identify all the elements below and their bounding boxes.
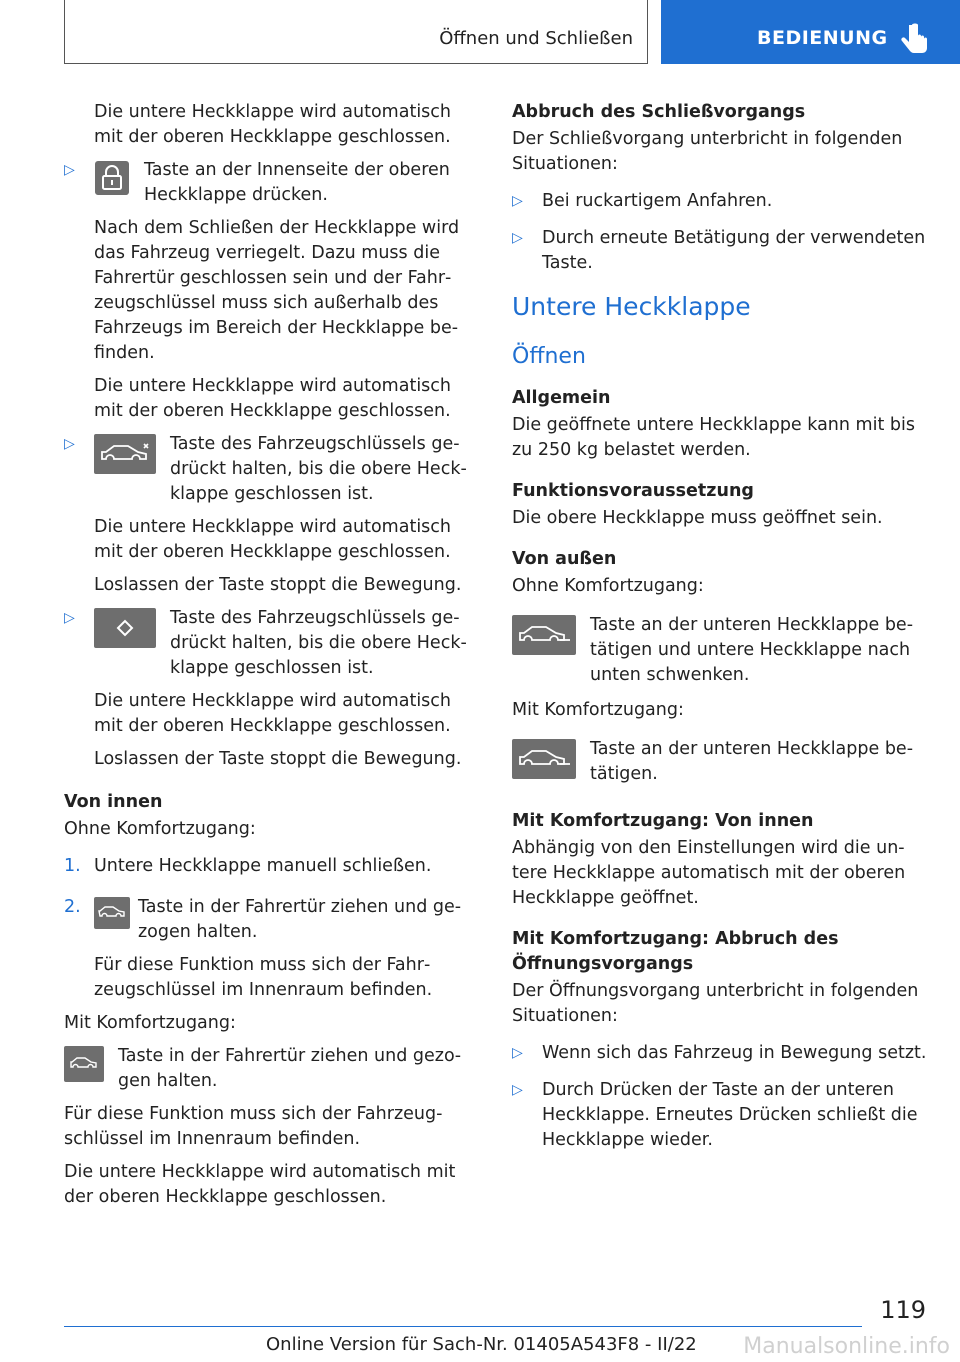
paragraph: Die untere Heckklappe wird automatisch mit der oberen Heckklappe geschlossen.: [94, 691, 452, 736]
list-item-text: Taste des Fahrzeugschlüssels gedrückt halten, bis die obere Heckklappe geschlossen ist.: [170, 608, 467, 678]
paragraph: Die untere Heckklappe wird automatisch mit der oberen Heckklappe geschlossen.: [64, 1162, 456, 1207]
bullet-icon: ▷: [64, 162, 75, 178]
paragraph: Der Schließvorgang unterbricht in folgenden Situationen:: [512, 129, 903, 174]
list-number: 2.: [64, 897, 81, 917]
list-item: [64, 432, 474, 507]
section-title: Untere Heckklappe: [512, 292, 751, 321]
list-item-text: Taste in der Fahrertür ziehen und gezogen halten.: [138, 897, 462, 942]
heading-von-innen: Von innen: [64, 792, 163, 812]
list-item: [64, 158, 474, 208]
heading-mit-komfortzugang-abbruch: Mit Komfortzugang: Abbruch des Öffnungsvorgangs: [512, 929, 839, 974]
list-item-text: Wenn sich das Fahrzeug in Bewegung setzt.: [542, 1043, 927, 1063]
car-tailgate-button-icon: [512, 615, 576, 655]
paragraph: Die geöffnete untere Heckklappe kann mit bis zu 250 kg belastet werden.: [512, 415, 915, 460]
header-chapter-tab: [661, 0, 960, 64]
list-item: [512, 189, 928, 214]
heading-abbruch: Abbruch des Schließvorgangs: [512, 102, 806, 122]
header-section-box: [64, 0, 648, 64]
paragraph: Die untere Heckklappe wird automatisch mit der oberen Heckklappe geschlossen.: [94, 517, 452, 562]
car-door-button-icon: [94, 897, 130, 929]
page-number: 119: [880, 1296, 926, 1324]
instruction-text: Taste an der unteren Heckklappe betätigen.: [590, 739, 914, 784]
header-section-title: Öffnen und Schließen: [439, 28, 633, 49]
instruction-text: Taste in der Fahrertür ziehen und gezogen halten.: [118, 1046, 462, 1091]
paragraph: Ohne Komfortzugang:: [64, 819, 256, 839]
list-item: [64, 895, 474, 945]
bullet-icon: ▷: [512, 193, 523, 209]
paragraph: Der Öffnungsvorgang unterbricht in folgenden Situationen:: [512, 981, 919, 1026]
paragraph: Die untere Heckklappe wird automatisch mit der oberen Heckklappe geschlossen.: [94, 376, 452, 421]
watermark: Manualsonline.info: [743, 1334, 950, 1359]
bullet-icon: ▷: [512, 230, 523, 246]
heading-funktionsvoraussetzung: Funktionsvoraussetzung: [512, 481, 754, 501]
instruction-text: Taste an der unteren Heckklappe betätigen und untere Heckklappe nach unten schwenken.: [590, 615, 914, 685]
car-tailgate-button-icon: [512, 739, 576, 779]
list-item-text: Durch erneute Betätigung der verwendeten Taste.: [542, 228, 926, 273]
paragraph: Abhängig von den Einstellungen wird die untere Heckklappe automatisch mit der oberen Heckklappe geöffnet.: [512, 838, 906, 908]
paragraph: Loslassen der Taste stoppt die Bewegung.: [94, 575, 462, 595]
paragraph: Mit Komfortzugang:: [512, 700, 684, 720]
list-item: [512, 1078, 928, 1153]
hand-pointer-icon: [899, 22, 929, 56]
list-item-text: Untere Heckklappe manuell schließen.: [94, 856, 432, 876]
bullet-icon: ▷: [64, 436, 75, 452]
icon-instruction: [512, 613, 928, 688]
paragraph: Die untere Heckklappe wird automatisch mit der oberen Heckklappe geschlossen.: [94, 102, 452, 147]
left-column: [64, 100, 474, 1218]
list-item: [64, 606, 474, 681]
heading-allgemein: Allgemein: [512, 388, 611, 408]
car-door-button-icon: [64, 1046, 104, 1082]
paragraph: Die obere Heckklappe muss geöffnet sein.: [512, 508, 883, 528]
icon-instruction: [512, 737, 928, 787]
list-item-text: Bei ruckartigem Anfahren.: [542, 191, 773, 211]
paragraph: Mit Komfortzugang:: [64, 1013, 236, 1033]
bullet-icon: ▷: [64, 610, 75, 626]
paragraph: Für diese Funktion muss sich der Fahrzeugschlüssel im Innenraum befinden.: [94, 955, 433, 1000]
car-tailgate-key-icon: [94, 434, 156, 474]
list-number: 1.: [64, 856, 81, 876]
paragraph: Nach dem Schließen der Heckklappe wird das Fahrzeug verriegelt. Dazu muss die Fahrertür geschlossen sein und der Fahrzeugschlüssel muss sich außerhalb des Fahrzeugs im Bereich der Heckklappe befinden.: [94, 218, 460, 363]
icon-instruction: [64, 1044, 474, 1094]
right-column: [512, 100, 928, 1161]
paragraph: Für diese Funktion muss sich der Fahrzeugschlüssel im Innenraum befinden.: [64, 1104, 443, 1149]
list-item-text: Taste des Fahrzeugschlüssels gedrückt halten, bis die obere Heckklappe geschlossen ist.: [170, 434, 467, 504]
list-item-text: Durch Drücken der Taste an der unteren Heckklappe. Erneutes Drücken schließt die Heckklappe wieder.: [542, 1080, 918, 1150]
lock-button-icon: [94, 160, 130, 196]
heading-von-aussen: Von außen: [512, 549, 617, 569]
footer-online-version: Online Version für Sach-Nr. 01405A543F8 - II/22: [266, 1334, 697, 1355]
list-item: [512, 1041, 928, 1066]
paragraph: Loslassen der Taste stoppt die Bewegung.: [94, 749, 462, 769]
header-chapter-label: BEDIENUNG: [757, 27, 888, 49]
key-button-icon: [94, 608, 156, 648]
list-item-text: Taste an der Innenseite der oberen Heckklappe drücken.: [144, 160, 450, 205]
paragraph: Ohne Komfortzugang:: [512, 576, 704, 596]
bullet-icon: ▷: [512, 1082, 523, 1098]
list-item: [64, 854, 474, 879]
list-item: [512, 226, 928, 276]
bullet-icon: ▷: [512, 1045, 523, 1061]
subsection-title: Öffnen: [512, 344, 586, 369]
heading-mit-komfortzugang-von-innen: Mit Komfortzugang: Von innen: [512, 811, 814, 831]
footer-divider: [64, 1326, 862, 1327]
